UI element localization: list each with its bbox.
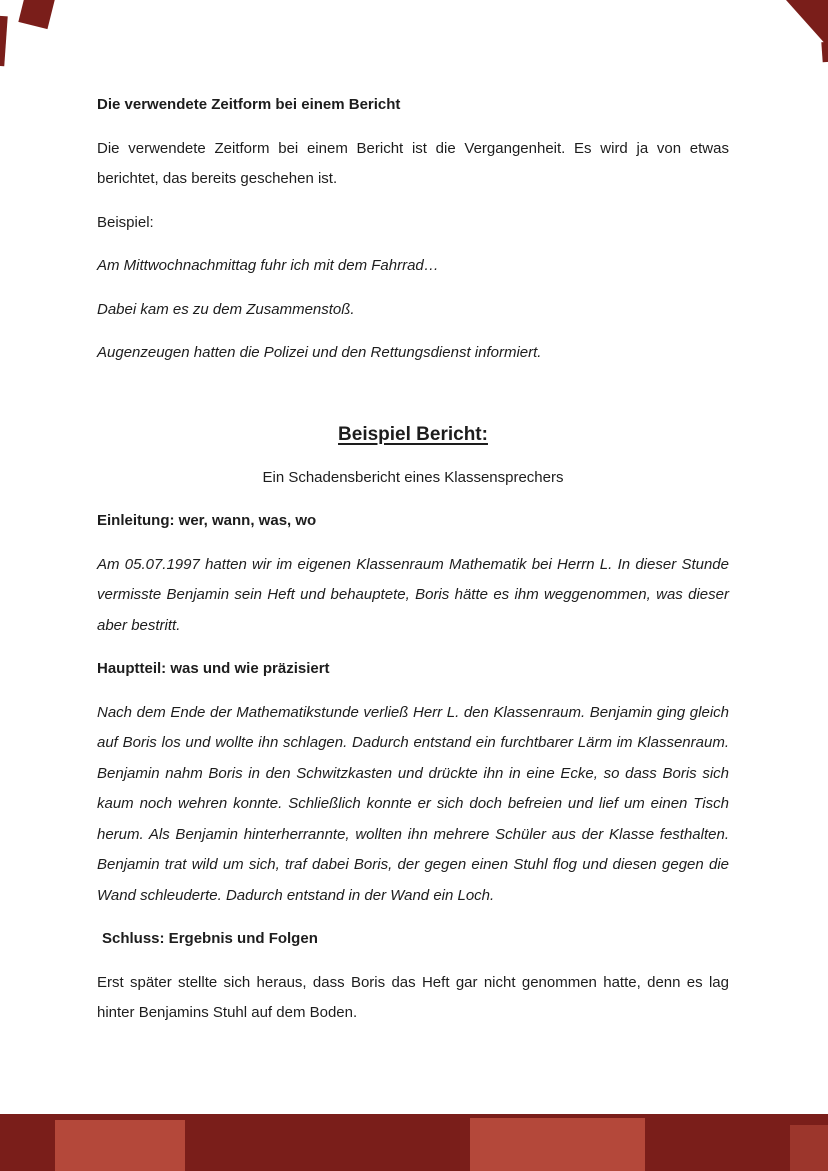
red-corner-mark-top-right <box>786 0 828 47</box>
text-line: berichtet, das bereits geschehen ist. <box>97 170 338 187</box>
intro-paragraph <box>97 134 729 195</box>
schluss-heading: Schluss: Ergebnis und Folgen <box>102 930 318 947</box>
einleitung-paragraph <box>97 550 729 642</box>
schluss-paragraph <box>97 968 729 1029</box>
text-line: herum. Als Benjamin hinterherrannte, wollten ihn mehrere Schüler aus der Klasse festhalten. <box>97 825 729 843</box>
section-heading-zeitform: Die verwendete Zeitform bei einem Bericht <box>97 96 401 113</box>
einleitung-heading: Einleitung: wer, wann, was, wo <box>97 512 317 529</box>
text-line: Am 05.07.1997 hatten wir im eigenen Klassenraum Mathematik bei Herrn L. In dieser Stunde <box>97 555 729 573</box>
text-line: aber bestritt. <box>97 616 181 634</box>
text-line: Erst später stellte sich heraus, dass Boris das Heft gar nicht genommen hatte, denn es lag <box>97 973 729 991</box>
report-title: Beispiel Bericht: <box>338 423 488 445</box>
document-page <box>97 0 729 1042</box>
red-bottom-band-light-patch <box>470 1118 645 1171</box>
text-line: Benjamin nahm Boris in den Schwitzkasten und drückte ihn in eine Ecke, so dass Boris sich <box>97 764 729 782</box>
beispiel-label: Beispiel: <box>97 213 154 231</box>
example-sentence-2: Dabei kam es zu dem Zusammenstoß. <box>97 300 355 318</box>
text-line: Die verwendete Zeitform bei einem Bericht ist die Vergangenheit. Es wird ja von etwas <box>97 139 729 157</box>
red-bottom-band-light-patch <box>55 1120 185 1171</box>
report-subtitle: Ein Schadensbericht eines Klassensprechers <box>262 468 564 486</box>
text-line: vermisste Benjamin sein Heft und behauptete, Boris hätte es ihm weggenommen, was dieser <box>97 586 729 603</box>
red-bottom-band-light-patch <box>790 1125 828 1171</box>
text-line: Nach dem Ende der Mathematikstunde verließ Herr L. den Klassenraum. Benjamin ging gleich <box>97 703 729 721</box>
red-corner-mark-top-left <box>18 0 55 29</box>
hauptteil-heading: Hauptteil: was und wie präzisiert <box>97 660 330 677</box>
red-edge-mark-right <box>821 42 828 63</box>
example-sentence-1: Am Mittwochnachmittag fuhr ich mit dem Fahrrad… <box>97 257 439 274</box>
text-line: auf Boris los und wollte ihn schlagen. Dadurch entstand ein furchtbarer Lärm im Klassenraum. <box>97 734 729 751</box>
text-line: Benjamin trat wild um sich, traf dabei Boris, der gegen einen Stuhl flog und diesen gegen die <box>97 856 729 873</box>
text-line: hinter Benjamins Stuhl auf dem Boden. <box>97 1004 358 1021</box>
text-line: Wand schleuderte. Dadurch entstand in der Wand ein Loch. <box>97 886 495 904</box>
text-line: kaum noch wehren konnte. Schließlich konnte er sich doch befreien und lief um einen Tisch <box>97 795 729 812</box>
example-sentence-3: Augenzeugen hatten die Polizei und den Rettungsdienst informiert. <box>97 344 542 361</box>
hauptteil-paragraph <box>97 698 729 912</box>
red-edge-mark-left <box>0 16 8 67</box>
